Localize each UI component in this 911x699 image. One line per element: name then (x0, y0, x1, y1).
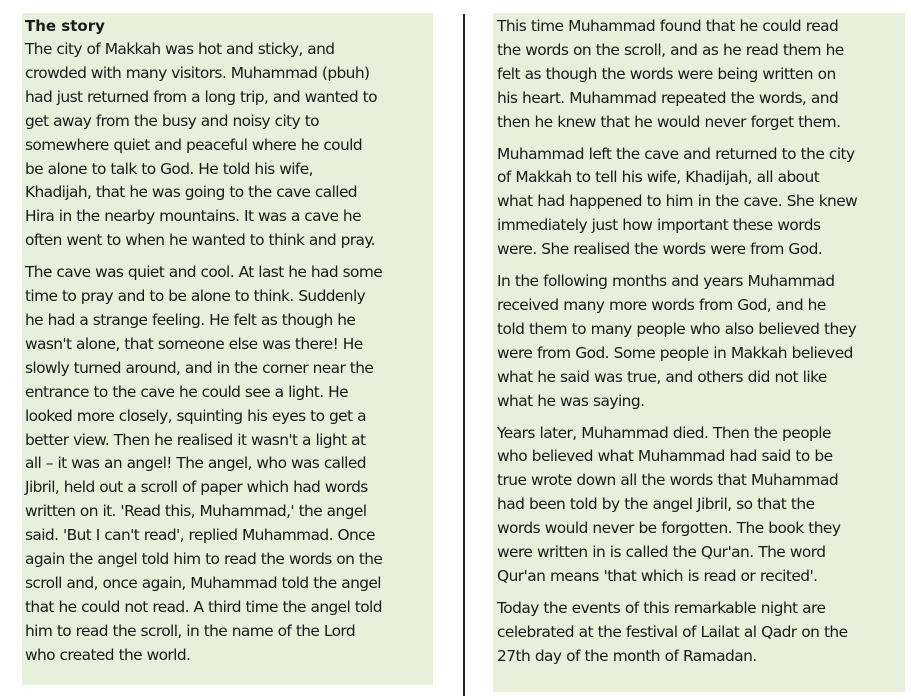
right-text-column (493, 13, 905, 692)
story-paragraph-2: The cave was quiet and cool. At last he had some time to pray and to be alone to think. Suddenly he had a strange feeling. He felt as though he wasn't alone, that someone else was there! He slowly turned around, and in the corner near the entrance to the cave he could see a light. He looked more closely, squinting his eyes to get a better view. Then he realised it wasn't a light at all – it was an angel! The angel, who was called Jibril, held out a scroll of paper which had words written on it. 'Read this, Muhammad,' the angel said. 'But I can't read', replied Muhammad. Once again the angel told him to read the words on the scroll and, once again, Muhammad told the angel that he could not read. A third time the angel told him to read the scroll, in the name of the Lord who created the world. (25, 263, 383, 664)
story-paragraph-6: Years later, Muhammad died. Then the people who believed what Muhammad had said to be true wrote down all the words that Muhammad had been told by the angel Jibril, so that the words would never be forgotten. The book they were written in is called the Qur'an. The word Qur'an means 'that which is read or recited'. (497, 423, 841, 585)
story-heading: The story (25, 17, 105, 35)
story-paragraph-4: Muhammad left the cave and returned to the city of Makkah to tell his wife, Khadijah, all about what had happened to him in the cave. She knew immediately just how important these words were. She realised the words were from God. (497, 144, 858, 259)
story-paragraph-7: Today the events of this remarkable night are celebrated at the festival of Lailat al Qadr on the 27th day of the month of Ramadan. (497, 598, 848, 665)
left-text-column (22, 13, 433, 685)
column-divider (463, 14, 465, 696)
story-paragraph-3: This time Muhammad found that he could read the words on the scroll, and as he read them he felt as though the words were being written on his heart. Muhammad repeated the words, and then he knew that he would never forget them. (497, 17, 844, 131)
story-paragraph-1: The city of Makkah was hot and sticky, and crowded with many visitors. Muhammad (pbuh) had just returned from a long trip, and wanted to get away from the busy and noisy city to somewhere quiet and peaceful where he could be alone to talk to God. He told his wife, Khadijah, that he was going to the cave called Hira in the nearby mountains. It was a cave he often went to when he wanted to think and pray. (25, 40, 377, 250)
story-paragraph-5: In the following months and years Muhammad received many more words from God, and he told them to many people who also believed they were from God. Some people in Makkah believed what he said was true, and others did not like what he was saying. (497, 272, 857, 410)
